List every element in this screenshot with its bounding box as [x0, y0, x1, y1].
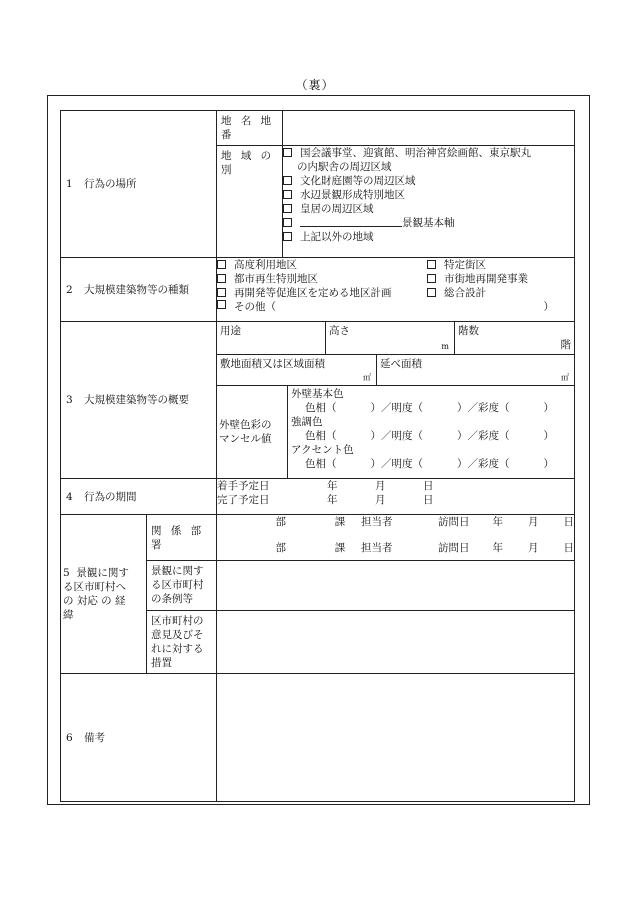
checkbox-icon[interactable]: [427, 274, 436, 283]
area-option-1: 国会議事堂、迎賓館、明治神宮絵画館、東京駅丸: [283, 146, 574, 160]
axis-name-blank[interactable]: [300, 216, 402, 227]
accent1-color-values[interactable]: 色相（ ）／明度（ ）／彩度（ ）: [305, 430, 554, 442]
area-type-label: 地 域 の 別: [217, 146, 283, 258]
start-date-field[interactable]: 着手予定日 年 月 日: [217, 480, 434, 492]
munsell-label: 外壁色彩の マンセル値: [217, 386, 288, 478]
use-field[interactable]: 用途: [217, 322, 326, 354]
area-option-2: 文化財庭園等の周辺区域: [283, 174, 574, 188]
checkbox-icon[interactable]: [217, 288, 226, 297]
section-6-label: 6 備考: [61, 674, 217, 802]
checkbox-icon[interactable]: [217, 274, 226, 283]
department-row-2[interactable]: 部 課 担当者 訪問日 年 月 日: [275, 542, 574, 554]
floors-field[interactable]: 階数 階: [458, 325, 571, 351]
ordinance-label: 景観に関す る区市町村 の条例等: [147, 561, 217, 611]
checkbox-icon[interactable]: [283, 218, 292, 227]
accent2-color-values[interactable]: 色相（ ）／明度（ ）／彩度（ ）: [305, 458, 554, 470]
finish-date-field[interactable]: 完了予定日 年 月 日: [217, 494, 434, 506]
checkbox-icon[interactable]: [283, 232, 292, 241]
area-option-6: 上記以外の地域: [283, 230, 574, 244]
opinion-field[interactable]: [217, 611, 575, 674]
opinion-label: 区市町村の 意見及びそ れに対する 措置: [147, 611, 217, 674]
section-3-label: 3 大規模建築物等の概要: [61, 322, 217, 479]
checkbox-icon[interactable]: [217, 300, 226, 309]
lot-number-label: 地 名 地 番: [217, 111, 283, 146]
page-title: （裏）: [295, 78, 335, 92]
base-color-values[interactable]: 色相（ ）／明度（ ）／彩度（ ）: [305, 402, 554, 414]
section-2-label: 2 大規模建築物等の種類: [61, 258, 217, 322]
section-5-label: 5 景観に関す る区市町村へ の 対応 の 経 緯: [61, 515, 147, 674]
area-row: [217, 355, 575, 386]
department-row-1[interactable]: 部 課 担当者 訪問日 年 月 日: [275, 516, 574, 528]
section-4-label: 4 行為の期間: [61, 479, 217, 515]
area-option-3: 水辺景観形成特別地区: [283, 188, 574, 202]
munsell-values: 外壁基本色 色相（ ）／明度（ ）／彩度（ ） 強調色 色相（ ）／明度（ ）／彩度（ ） アクセント色 色相（ ）／明度（ ）／彩度（ ）: [288, 386, 574, 478]
munsell-row: [217, 386, 575, 479]
building-type-options: 高度利用地区 特定街区 都市再生特別地区 市街地再開発事業 再開発等促進区を定める地区計画 総合設計 その他（ ）: [217, 258, 575, 322]
lot-number-field[interactable]: [283, 111, 575, 146]
checkbox-icon[interactable]: [217, 260, 226, 269]
checkbox-icon[interactable]: [427, 260, 436, 269]
period-fields: [217, 479, 575, 515]
floor-area-field[interactable]: 延べ面積 ㎡: [380, 358, 569, 382]
ordinance-field[interactable]: [217, 561, 575, 611]
checkbox-icon[interactable]: [283, 190, 292, 199]
application-form-table: [60, 110, 575, 802]
department-label: 関 係 部 署: [147, 515, 217, 561]
area-option-5: 景観基本軸: [283, 216, 574, 230]
checkbox-icon[interactable]: [283, 148, 292, 157]
height-field[interactable]: 高さ m: [326, 322, 455, 354]
remarks-field[interactable]: [217, 674, 575, 802]
area-option-4: 皇居の周辺区域: [283, 202, 574, 216]
area-type-options: 国会議事堂、迎賓館、明治神宮絵画館、東京駅丸 の内駅舎の周辺区域 文化財庭園等の周辺区域 水辺景観形成特別地区 皇居の周辺区域 景観基本軸 上記以外の地域: [283, 146, 575, 258]
site-area-field[interactable]: 敷地面積又は区域面積 ㎡: [217, 355, 377, 385]
department-fields: [217, 515, 575, 561]
section-1-label: 1 行為の場所: [61, 111, 217, 258]
checkbox-icon[interactable]: [283, 204, 292, 213]
checkbox-icon[interactable]: [427, 288, 436, 297]
checkbox-icon[interactable]: [283, 176, 292, 185]
use-height-floors-row: [217, 322, 575, 355]
